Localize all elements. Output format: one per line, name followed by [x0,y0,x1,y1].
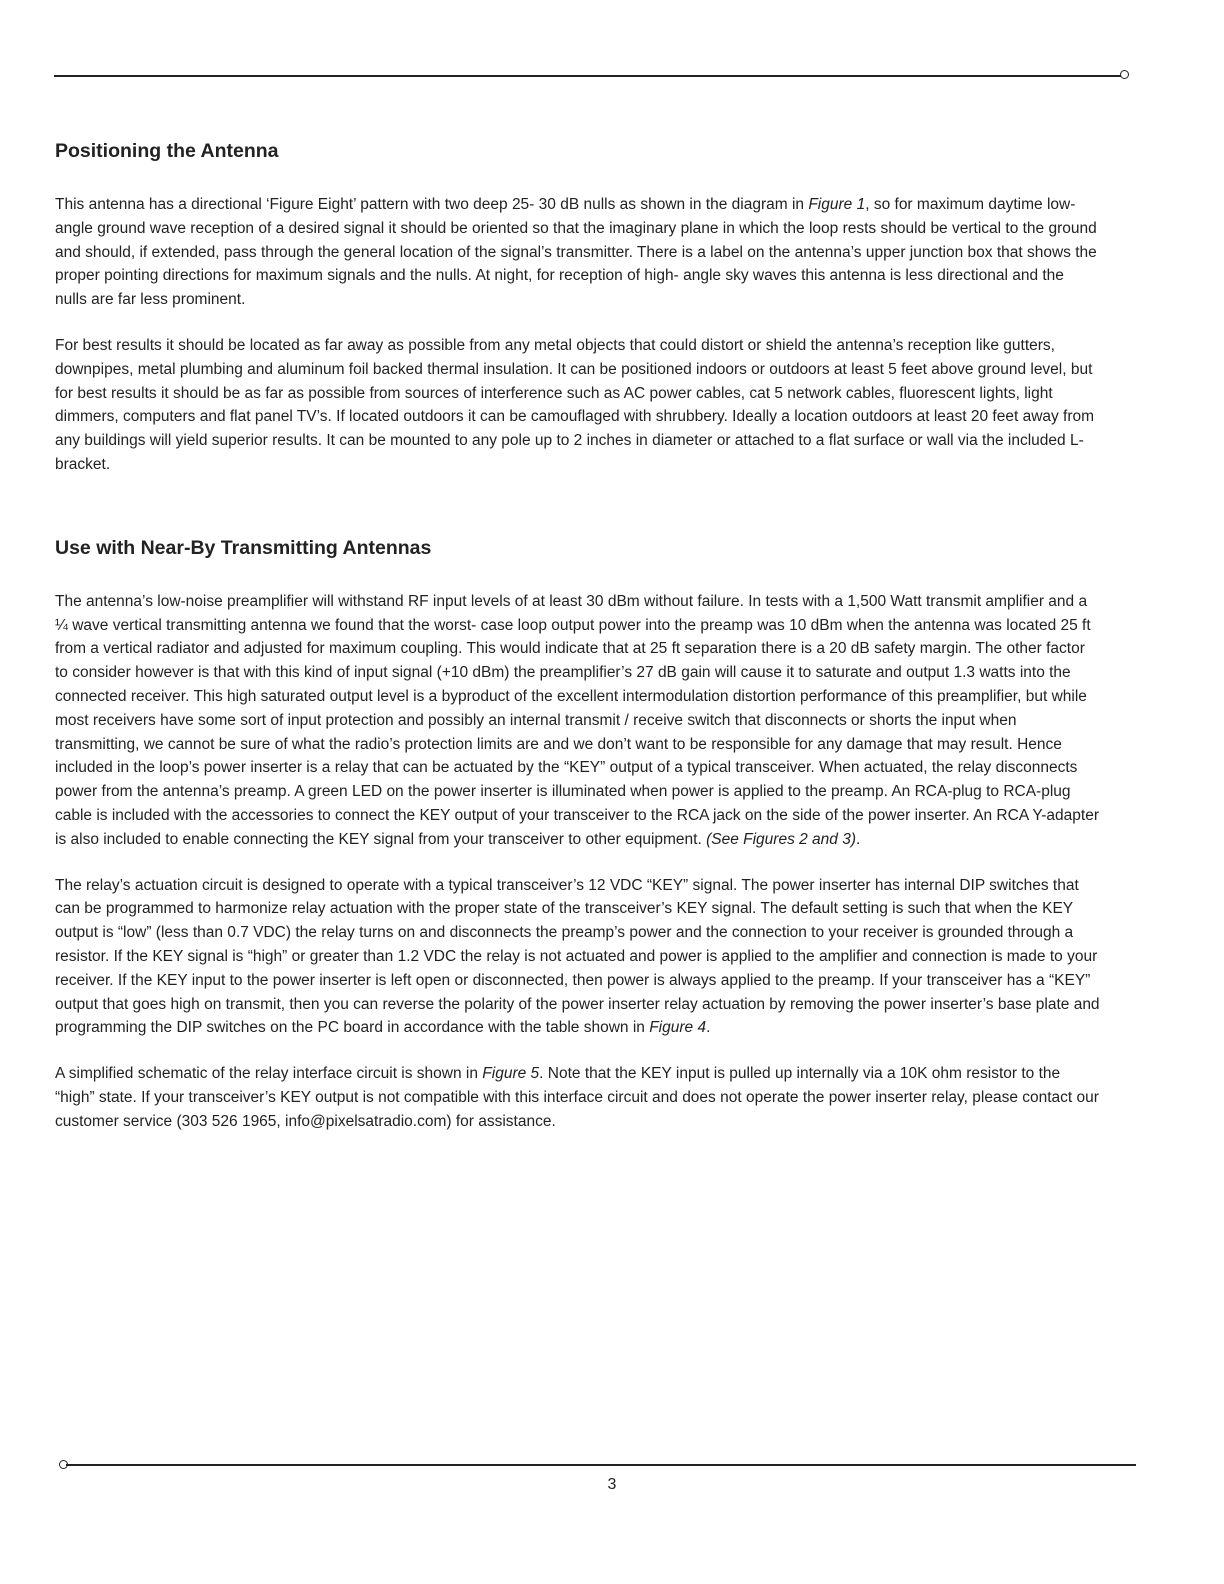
page-number: 3 [607,1476,617,1493]
section-heading-positioning: Positioning the Antenna [55,140,279,162]
paragraph-text: The antenna’s low-noise preamplifier will withstand RF input levels of at least 30 dBm without failure. In tests with a 1,500 Watt transmit amplifier and a ¼ wave vertical transmitting antenna we found that the worst- case loop output power into the preamp was 10 dBm when the antenna was located 25 ft from a vertical radiator and adjusted for maximum coupling. This would indicate that at 25 ft separation there is a 20 dB safety margin. The other factor to consider however is that with this kind of input signal (+10 dBm) the preamplifier’s 27 dB gain will cause it to saturate and output 1.3 watts into the connected receiver. This high saturated output level is a byproduct of the excellent intermodulation distortion performance of this preamplifier, but while most receivers have some sort of input protection and possibly an internal transmit / receive switch that disconnects or shorts the input when transmitting, we cannot be sure of what the radio’s protection limits are and we don’t want to be responsible for any damage that may result. Hence included in the loop’s power inserter is a relay that can be actuated by the “KEY” output of a typical transceiver. When actuated, the relay disconnects power from the antenna’s preamp. A green LED on the power inserter is illuminated when power is applied to the preamp. An RCA-plug to RCA-plug cable is included with the accessories to connect the KEY output of your transceiver to the RCA jack on the side of the power inserter. An RCA Y-adapter is also included to enable connecting the KEY signal from your transceiver to other equipment. [55,592,1099,848]
paragraph-orientation [55,193,1100,312]
figure-reference: Figure 1 [808,196,866,213]
figure-reference: Figure 5 [482,1065,540,1083]
page-content [55,140,1100,1156]
paragraph-text: . [856,830,861,848]
top-rule [54,75,1122,77]
paragraph-text: . Note that the KEY input is pulled up internally via a 10K ohm resistor to the “high” state. If your transceiver’s KEY output is not compatible with this interface circuit and does not operate the power inserter relay, please contact our customer service (303 526 1965, info@pixelsatradio.com) for assistance. [55,1065,1099,1130]
section-heading-transmitting: Use with Near-By Transmitting Antennas [55,536,432,559]
bottom-rule [66,1464,1136,1466]
paragraph-relay-actuation [55,874,1100,1041]
paragraph-schematic [55,1062,1100,1133]
paragraph-text: A simplified schematic of the relay interface circuit is shown in [55,1065,483,1083]
paragraph-text: . [706,1019,711,1037]
paragraph-location: For best results it should be located as far away as possible from any metal objects that could distort or shield the antenna’s reception like gutters, downpipes, metal plumbing and aluminum foil backed thermal insulation. It can be positioned indoors or outdoors at least 5 feet above ground level, but for best results it should be as far as possible from sources of interference such as AC power cables, cat 5 network cables, fluorescent lights, light dimmers, computers and flat panel TV’s. If located outdoors it can be camouflaged with shrubbery. Ideally a location outdoors at least 20 feet away from any buildings will yield superior results. It can be mounted to any pole up to 2 inches in diameter or attached to a flat surface or wall via the included L-bracket. [55,336,1095,473]
paragraph-text: The relay’s actuation circuit is designed to operate with a typical transceiver’s 12 VDC “KEY” signal. The power inserter has internal DIP switches that can be programmed to harmonize relay actuation with the proper state of the transceiver’s KEY signal. The default setting is such that when the KEY output is “low” (less than 0.7 VDC) the relay turns on and disconnects the preamp’s power and the connection to your receiver is grounded through a resistor. If the KEY signal is “high” or greater than 1.2 VDC the relay is not actuated and power is applied to the amplifier and connection is made to your receiver. If the KEY input to the power inserter is left open or disconnected, then power is always applied to the preamp. If your transceiver has a “KEY” output that goes high on transmit, then you can reverse the polarity of the power inserter relay actuation by removing the power inserter’s base plate and programming the DIP switches on the PC board in accordance with the table shown in [55,876,1100,1037]
paragraph-preamp-protection [55,590,1100,852]
paragraph-text: This antenna has a directional ‘Figure Eight’ pattern with two deep 25- 30 dB nulls as shown in the diagram in [55,196,809,213]
paragraph-text: , so for maximum daytime low-angle ground wave reception of a desired signal it should be oriented so that the imaginary plane in which the loop rests should be vertical to the ground and should, if extended, pass through the general location of the signal’s transmitter. There is a label on the antenna’s upper junction box that shows the proper pointing directions for maximum signals and the nulls. At night, for reception of high- angle sky waves this antenna is less directional and the nulls are far less prominent. [55,196,1097,309]
figure-reference: Figure 4 [649,1019,707,1037]
top-rule-end-circle [1120,70,1129,79]
figure-reference: (See Figures 2 and 3) [706,830,857,848]
